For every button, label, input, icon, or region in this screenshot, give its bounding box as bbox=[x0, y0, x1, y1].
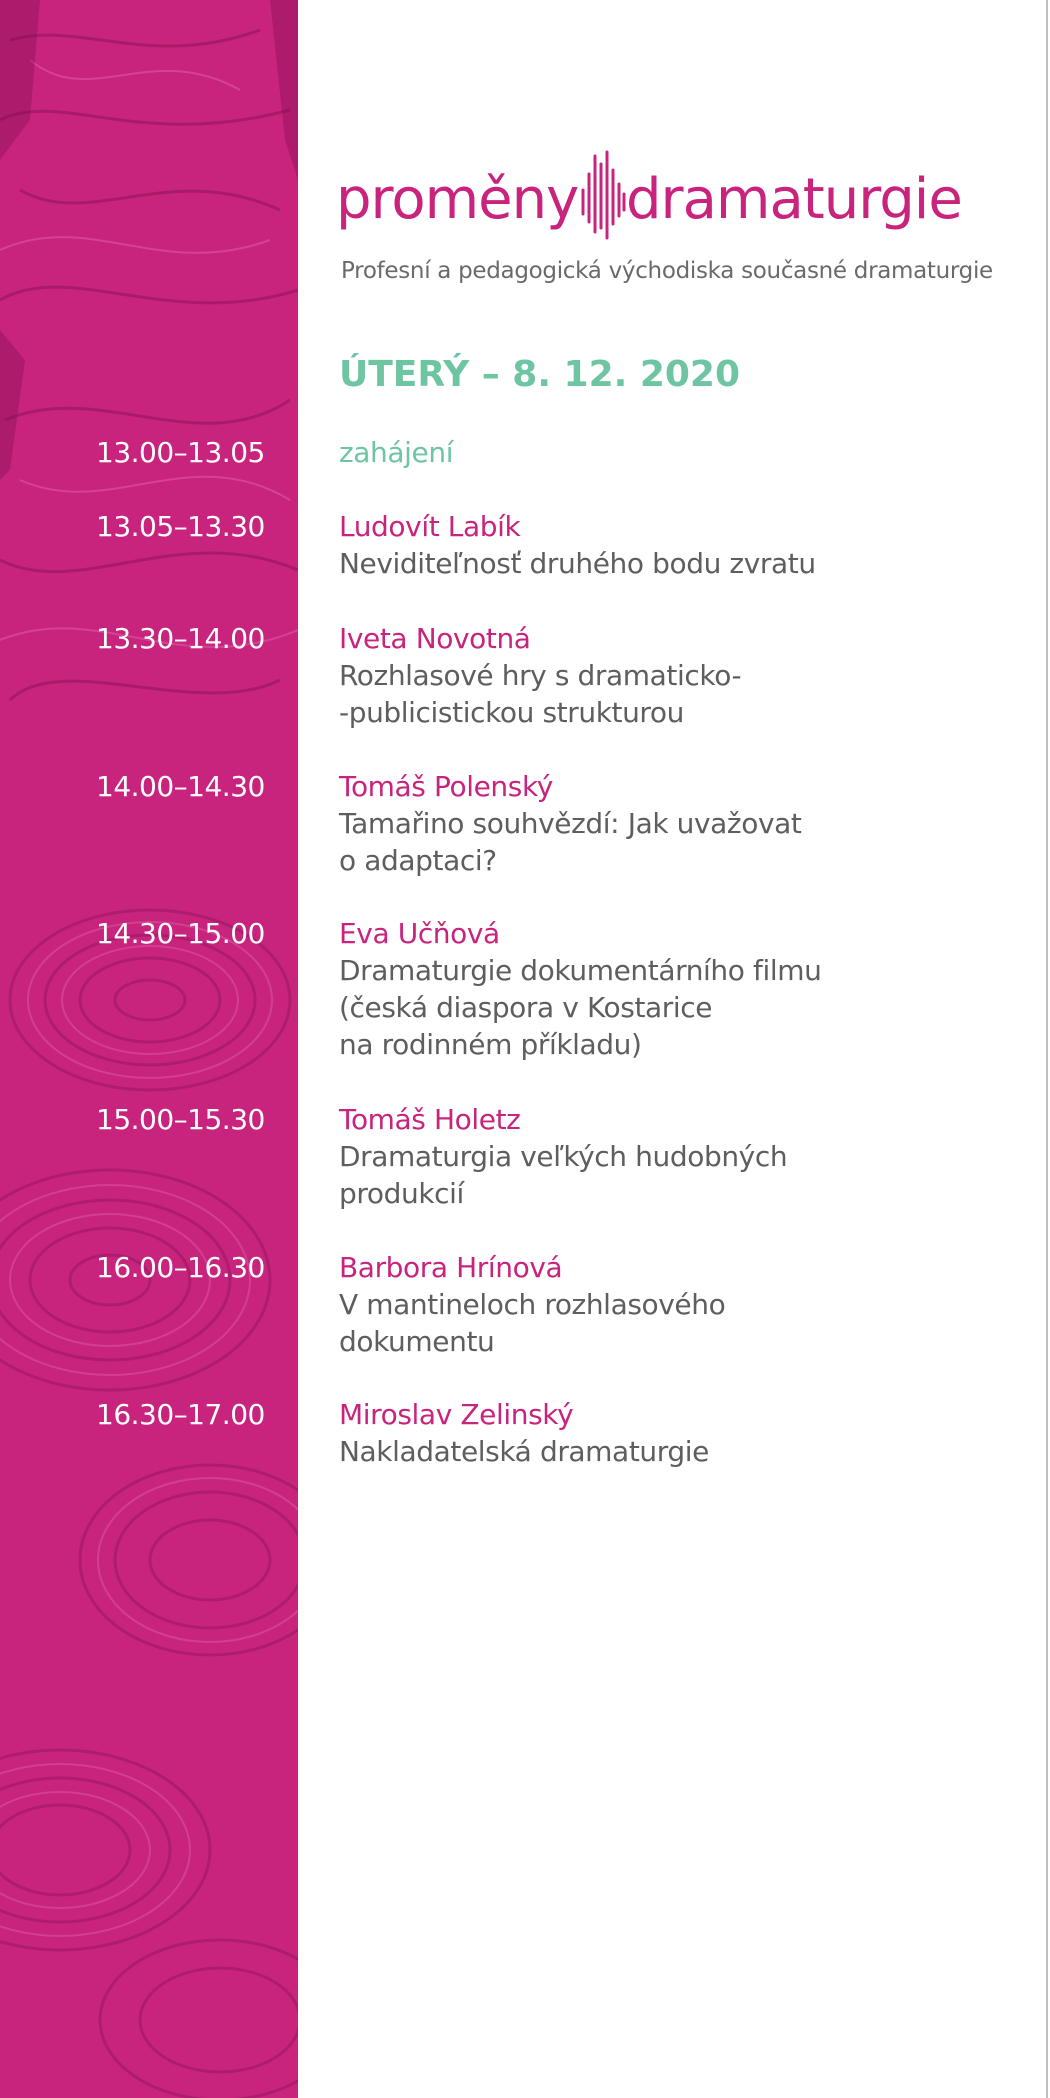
talk-title-line: (česká diaspora v Kostarice bbox=[339, 991, 713, 1024]
talk-title-line: Dramaturgia veľkých hudobných bbox=[339, 1140, 788, 1173]
speaker-name: Iveta Novotná bbox=[339, 622, 531, 655]
slot-time: 16.00–16.30 bbox=[96, 1251, 265, 1284]
logo-word-dramaturgie: dramaturgie bbox=[626, 167, 962, 232]
slot-time: 14.00–14.30 bbox=[96, 770, 265, 803]
talk-title-line: Dramaturgie dokumentárního filmu bbox=[339, 954, 822, 987]
talk-title-line: Rozhlasové hry s dramaticko- bbox=[339, 659, 742, 692]
program-item bbox=[339, 508, 816, 582]
opening-label: zahájení bbox=[339, 436, 454, 469]
talk-title-line: Neviditeľnosť druhého bodu zvratu bbox=[339, 547, 816, 580]
speaker-name: Miroslav Zelinský bbox=[339, 1398, 574, 1431]
page-edge-rule bbox=[1046, 0, 1048, 2098]
program-item bbox=[339, 768, 801, 879]
day-heading: ÚTERÝ – 8. 12. 2020 bbox=[339, 354, 741, 395]
soundwave-icon bbox=[580, 150, 626, 242]
talk-title-line: Tamařino souhvězdí: Jak uvažovat bbox=[339, 807, 802, 840]
program-item bbox=[339, 1396, 709, 1470]
slot-time: 16.30–17.00 bbox=[96, 1398, 265, 1431]
slot-time: 13.30–14.00 bbox=[96, 622, 265, 655]
slot-time: 13.05–13.30 bbox=[96, 510, 265, 543]
speaker-name: Tomáš Holetz bbox=[339, 1103, 521, 1136]
program-item bbox=[339, 1249, 725, 1360]
slot-time: 15.00–15.30 bbox=[96, 1103, 265, 1136]
talk-title-line: -publicistickou strukturou bbox=[339, 696, 685, 729]
program-item bbox=[339, 915, 821, 1063]
speaker-name: Ludovít Labík bbox=[339, 510, 521, 543]
decorative-paint-sidebar bbox=[0, 0, 298, 2098]
event-logo bbox=[336, 150, 986, 260]
program-item bbox=[339, 434, 453, 471]
program-item bbox=[339, 1101, 787, 1212]
talk-title-line: o adaptaci? bbox=[339, 844, 497, 877]
paint-texture bbox=[0, 0, 298, 2098]
talk-title-line: Nakladatelská dramaturgie bbox=[339, 1435, 709, 1468]
slot-time: 14.30–15.00 bbox=[96, 917, 265, 950]
talk-title-line: na rodinném příkladu) bbox=[339, 1028, 642, 1061]
program-item bbox=[339, 620, 741, 731]
event-subtitle: Profesní a pedagogická východiska současné dramaturgie bbox=[341, 258, 993, 284]
talk-title-line: dokumentu bbox=[339, 1325, 495, 1358]
talk-title-line: V mantineloch rozhlasového bbox=[339, 1288, 726, 1321]
talk-title-line: produkcií bbox=[339, 1177, 464, 1210]
speaker-name: Tomáš Polenský bbox=[339, 770, 553, 803]
speaker-name: Barbora Hrínová bbox=[339, 1251, 563, 1284]
logo-word-promeny: proměny bbox=[336, 167, 579, 232]
slot-time: 13.00–13.05 bbox=[96, 436, 265, 469]
speaker-name: Eva Učňová bbox=[339, 917, 500, 950]
